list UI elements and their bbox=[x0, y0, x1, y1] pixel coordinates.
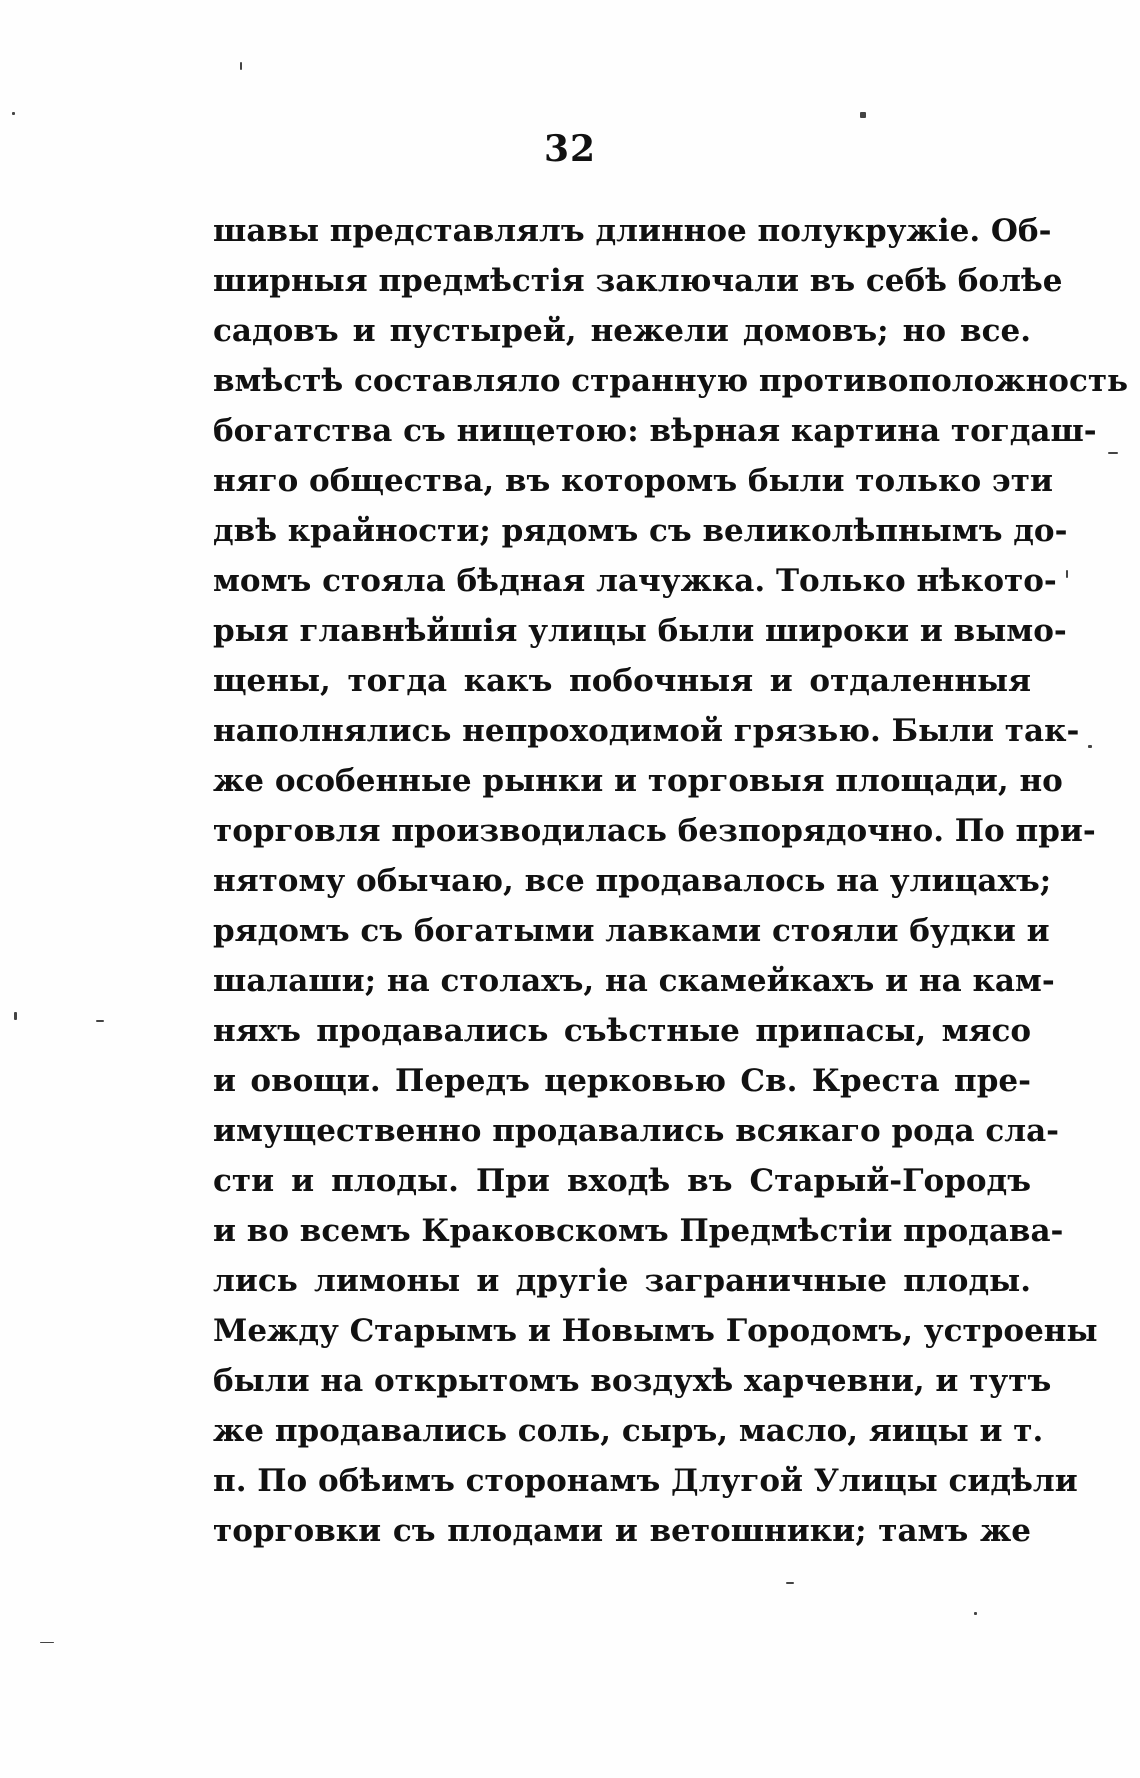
text-line: момъ стояла бѣдная лачужка. Только нѣкото- bbox=[213, 563, 1057, 599]
text-line: богатства съ нищетою: вѣрная картина тогдаш- bbox=[213, 413, 1097, 449]
text-line: рыя главнѣйшія улицы были широки и вымо- bbox=[213, 613, 1067, 649]
scan-speck bbox=[40, 1642, 54, 1643]
text-line: были на открытомъ воздухѣ харчевни, и тутъ bbox=[213, 1363, 1052, 1399]
scan-speck bbox=[786, 1582, 794, 1584]
text-line: няхъ продавались съѣстные припасы, мясо bbox=[213, 1013, 1031, 1049]
text-line: вмѣстѣ составляло странную противоположность bbox=[213, 363, 1129, 399]
scan-speck bbox=[12, 112, 15, 115]
text-line: п. По обѣимъ сторонамъ Длугой Улицы сидѣли bbox=[213, 1463, 1078, 1499]
text-line: же особенные рынки и торговыя площади, но bbox=[213, 763, 1063, 799]
scan-speck bbox=[974, 1612, 977, 1615]
text-line: имущественно продавались всякаго рода сла- bbox=[213, 1113, 1060, 1149]
text-line: торговки съ плодами и ветошники; тамъ же bbox=[213, 1513, 1031, 1549]
scan-speck bbox=[860, 112, 866, 118]
page-number: 32 bbox=[543, 128, 597, 170]
text-line: шалаши; на столахъ, на скамейкахъ и на кам- bbox=[213, 963, 1055, 999]
text-line: двѣ крайности; рядомъ съ великолѣпнымъ до- bbox=[213, 513, 1068, 549]
text-line: Между Старымъ и Новымъ Городомъ, устроены bbox=[213, 1313, 1098, 1349]
text-line: ширныя предмѣстія заключали въ себѣ болѣе bbox=[213, 263, 1063, 299]
scan-speck bbox=[240, 62, 242, 70]
scan-speck bbox=[1066, 570, 1068, 578]
text-line: и овощи. Передъ церковью Св. Креста пре- bbox=[213, 1063, 1031, 1099]
text-line: торговля производилась безпорядочно. По при- bbox=[213, 813, 1096, 849]
text-line: и во всемъ Краковскомъ Предмѣстіи продава- bbox=[213, 1213, 1064, 1249]
text-line: щены, тогда какъ побочныя и отдаленныя bbox=[213, 663, 1031, 699]
text-line: нятому обычаю, все продавалось на улицахъ; bbox=[213, 863, 1052, 899]
text-line: лись лимоны и другіе заграничные плоды. bbox=[213, 1263, 1031, 1299]
body-text bbox=[213, 206, 1129, 1556]
text-line: наполнялись непроходимой грязью. Были так- bbox=[213, 713, 1080, 749]
scan-speck bbox=[1088, 745, 1092, 748]
text-line: шавы представлялъ длинное полукружіе. Об- bbox=[213, 213, 1052, 249]
scan-speck bbox=[96, 1020, 104, 1022]
text-line: рядомъ съ богатыми лавками стояли будки и bbox=[213, 913, 1050, 949]
text-line: сти и плоды. При входѣ въ Старый-Городъ bbox=[213, 1163, 1031, 1199]
scan-speck bbox=[14, 1012, 17, 1020]
scan-speck bbox=[1108, 452, 1118, 454]
text-line: няго общества, въ которомъ были только эти bbox=[213, 463, 1053, 499]
text-line: же продавались соль, сыръ, масло, яицы и т. bbox=[213, 1413, 1044, 1449]
text-line: садовъ и пустырей, нежели домовъ; но все. bbox=[213, 313, 1031, 349]
